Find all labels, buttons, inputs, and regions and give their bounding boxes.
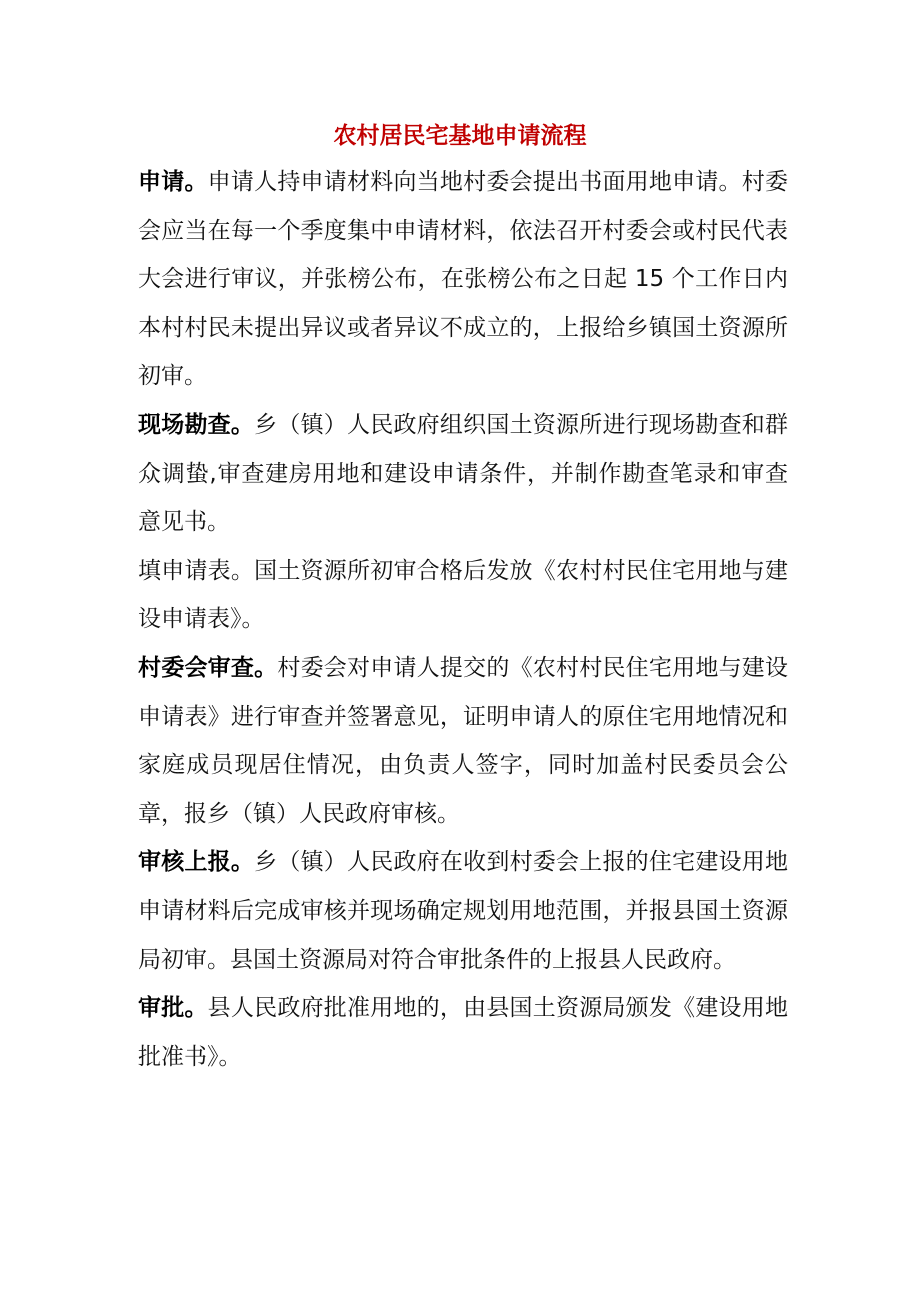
document-title: 农村居民宅基地申请流程 [333, 123, 587, 149]
paragraph-committee-review [138, 644, 788, 838]
paragraph-heading: 申请。 [138, 169, 208, 195]
paragraph-fill-form [138, 547, 788, 644]
paragraph-approval [138, 984, 788, 1081]
paragraph-heading: 村委会审查。 [138, 654, 278, 681]
paragraph-text: 县人民政府批准用地的，由县国土资源局颁发《建设用地批准书》。 [138, 995, 789, 1070]
paragraph-text: 乡（镇）人民政府在收到村委会上报的住宅建设用地申请材料后完成审核并现场确定规划用地范围，并报县国土资源局初审。县国土资源局对符合审批条件的上报县人民政府。 [138, 849, 789, 973]
paragraph-text: 村委会对申请人提交的《农村村民住宅用地与建设申请表》进行审查并签署意见，证明申请人的原住宅用地情况和家庭成员现居住情况，由负责人签字，同时加盖村民委员会公章，报乡（镇）人民政府审核。 [138, 654, 789, 827]
paragraph-text: 乡（镇）人民政府组织国土资源所进行现场勘查和群众调蛰,审查建房用地和建设申请条件，并制作勘查笔录和审查意见书。 [138, 411, 789, 536]
paragraph-audit-report [138, 838, 788, 984]
paragraph-application [138, 158, 788, 401]
paragraph-text: 填申请表。国土资源所初审合格后发放《农村村民住宅用地与建设申请表》。 [138, 557, 788, 633]
paragraph-text: 申请人持申请材料向当地村委会提出书面用地申请。村委会应当在每一个季度集中申请材料，依法召开村委会或村民代表大会进行审议，并张榜公布，在张榜公布之日起 15 个工作日内本村村民未提出异议或者异议不成立的，上报给乡镇国土资源所初审。 [138, 169, 789, 390]
paragraph-heading: 现场勘查。 [138, 411, 255, 438]
paragraph-heading: 审批。 [138, 995, 208, 1022]
paragraph-heading: 审核上报。 [138, 849, 255, 876]
document-body [138, 158, 788, 1081]
paragraph-site-survey [138, 401, 788, 547]
